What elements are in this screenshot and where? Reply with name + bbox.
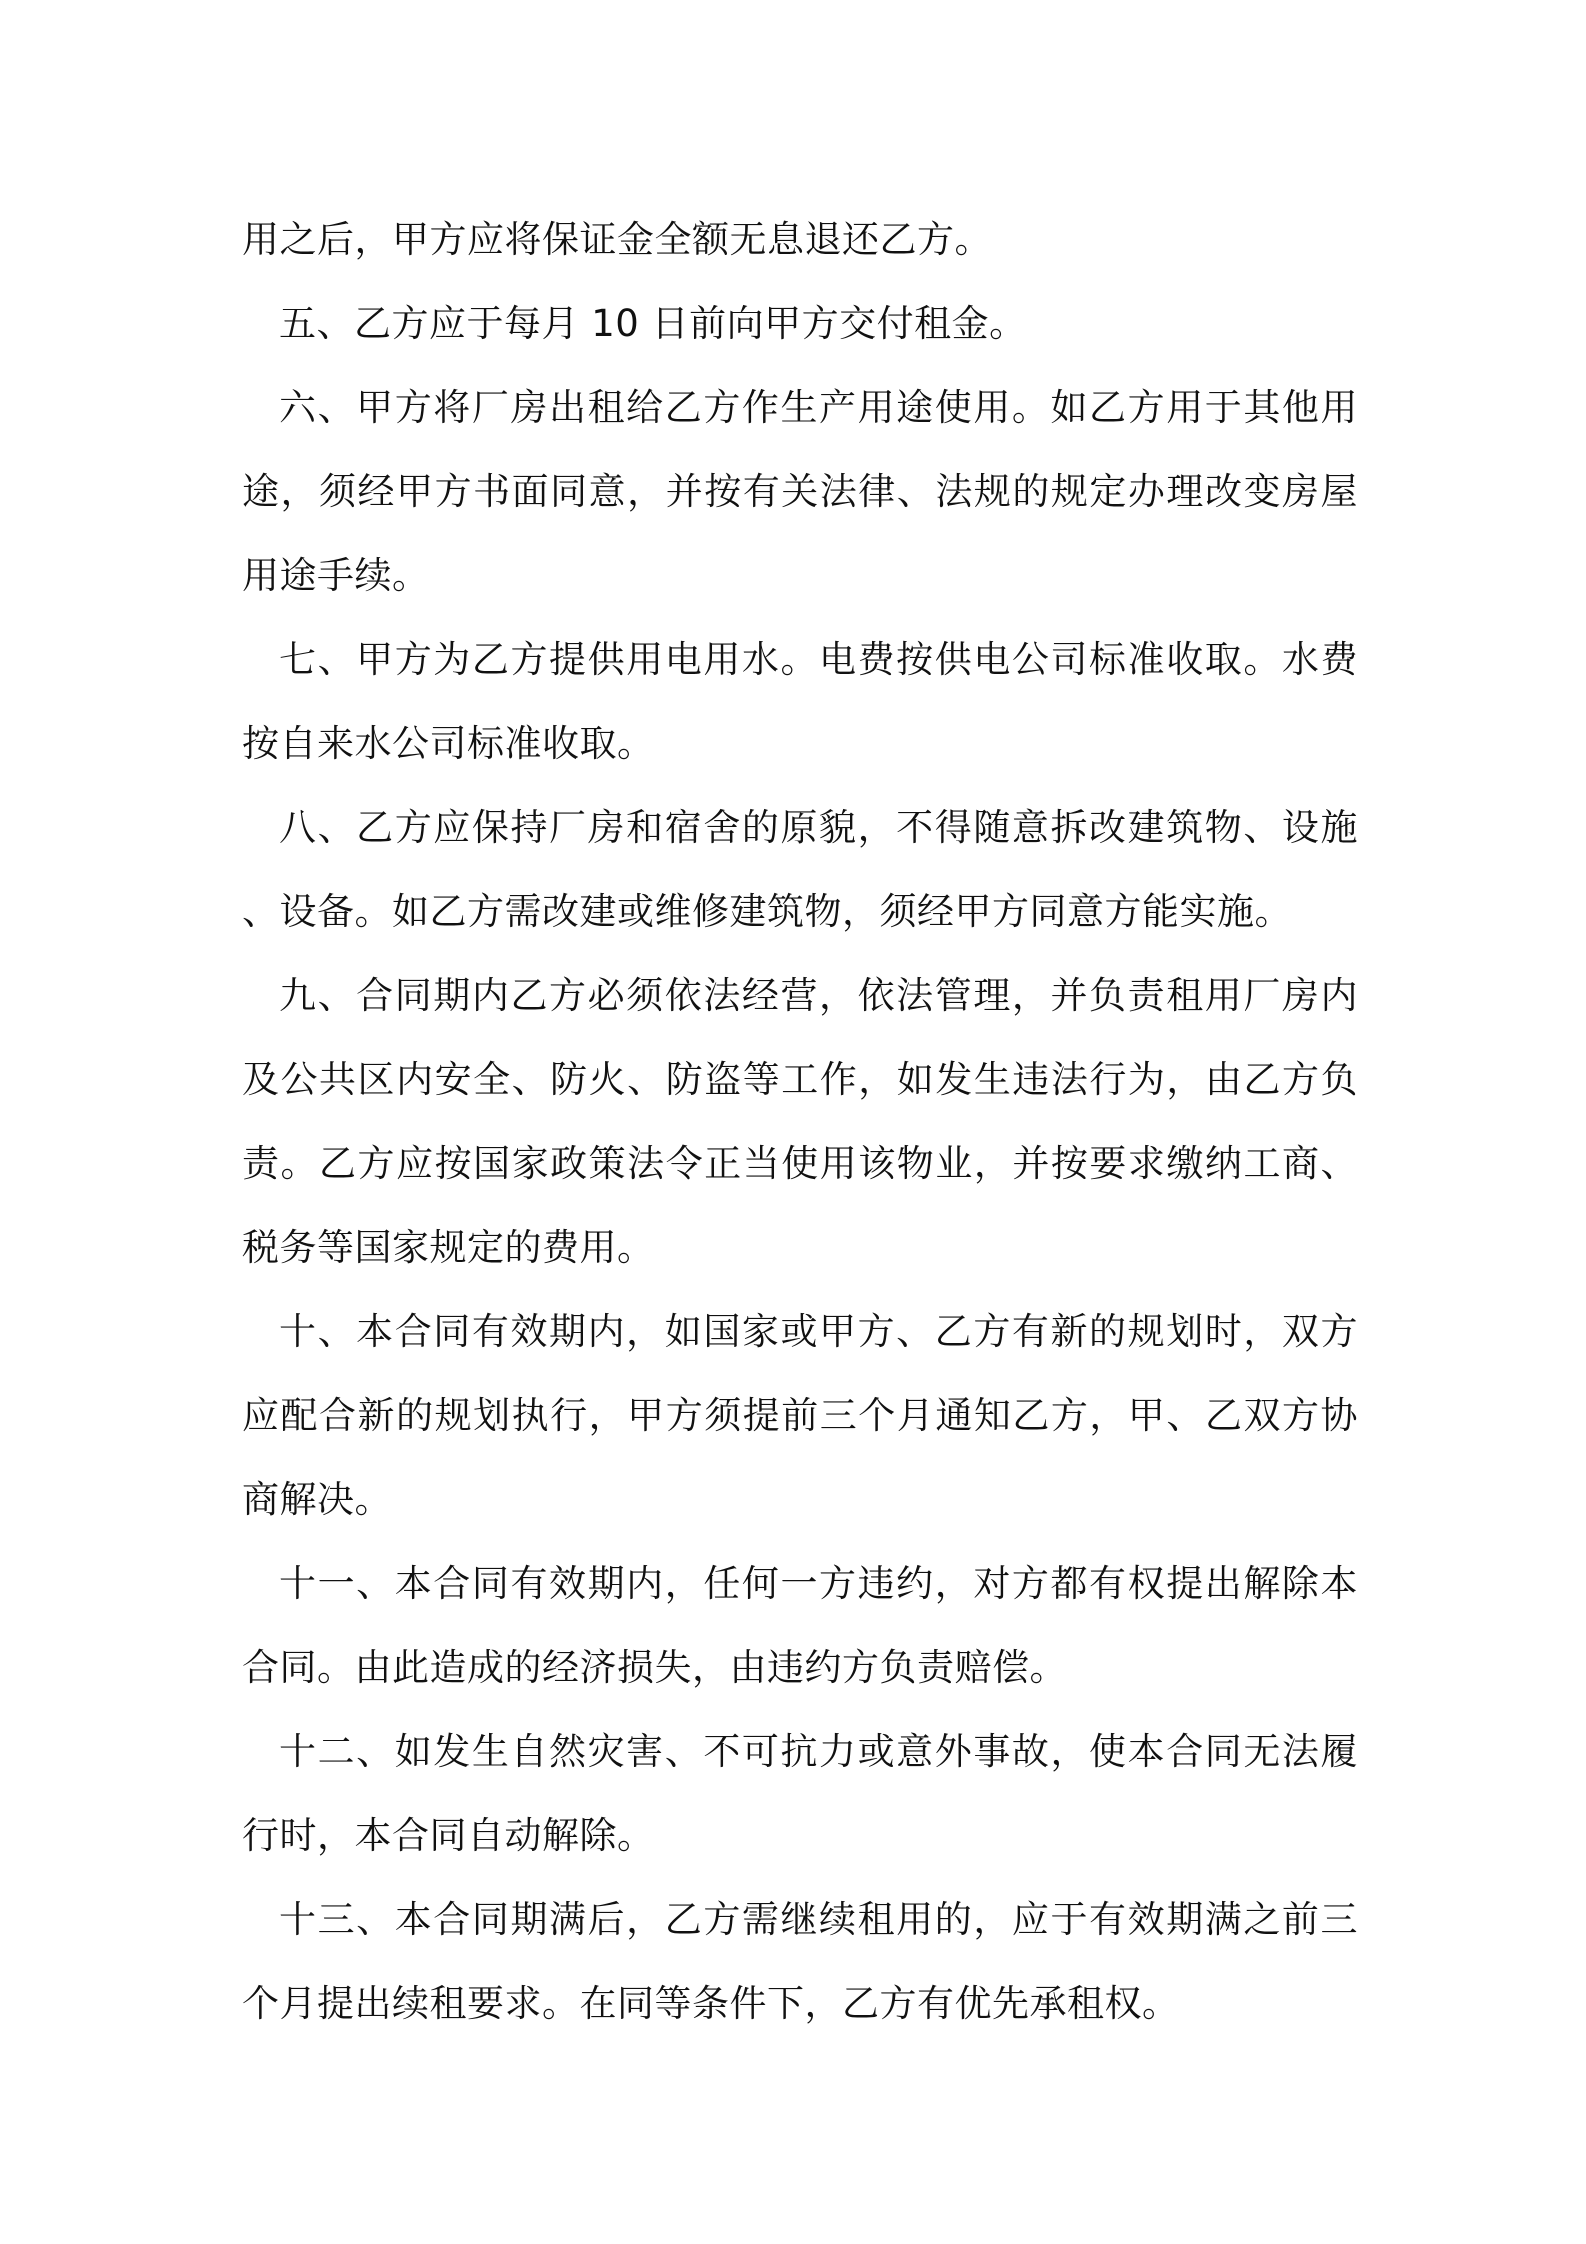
paragraph-continuation: 用之后，甲方应将保证金全额无息退还乙方。	[242, 218, 992, 261]
clause-13: 十三、本合同期满后，乙方需继续租用的，应于有效期满之前三个月提出续租要求。在同等条件下，乙方有优先承租权。	[242, 1898, 1358, 2025]
clause-12: 十二、如发生自然灾害、不可抗力或意外事故，使本合同无法履行时，本合同自动解除。	[242, 1730, 1358, 1857]
clause-9: 九、合同期内乙方必须依法经营，依法管理，并负责租用厂房内及公共区内安全、防火、防盗等工作，如发生违法行为，由乙方负责。乙方应按国家政策法令正当使用该物业，并按要求缴纳工商、税务等国家规定的费用。	[242, 974, 1358, 1269]
clause-7: 七、甲方为乙方提供用电用水。电费按供电公司标准收取。水费按自来水公司标准收取。	[242, 638, 1358, 765]
clause-6: 六、甲方将厂房出租给乙方作生产用途使用。如乙方用于其他用途，须经甲方书面同意，并按有关法律、法规的规定办理改变房屋用途手续。	[242, 386, 1358, 597]
contract-body	[242, 198, 1358, 2046]
clause-10: 十、本合同有效期内，如国家或甲方、乙方有新的规划时，双方应配合新的规划执行，甲方须提前三个月通知乙方，甲、乙双方协商解决。	[242, 1310, 1358, 1521]
clause-5: 五、乙方应于每月 10 日前向甲方交付租金。	[279, 302, 1027, 345]
clause-11: 十一、本合同有效期内，任何一方违约，对方都有权提出解除本合同。由此造成的经济损失，由违约方负责赔偿。	[242, 1562, 1358, 1689]
clause-8: 八、乙方应保持厂房和宿舍的原貌，不得随意拆改建筑物、设施、设备。如乙方需改建或维修建筑物，须经甲方同意方能实施。	[242, 806, 1358, 933]
